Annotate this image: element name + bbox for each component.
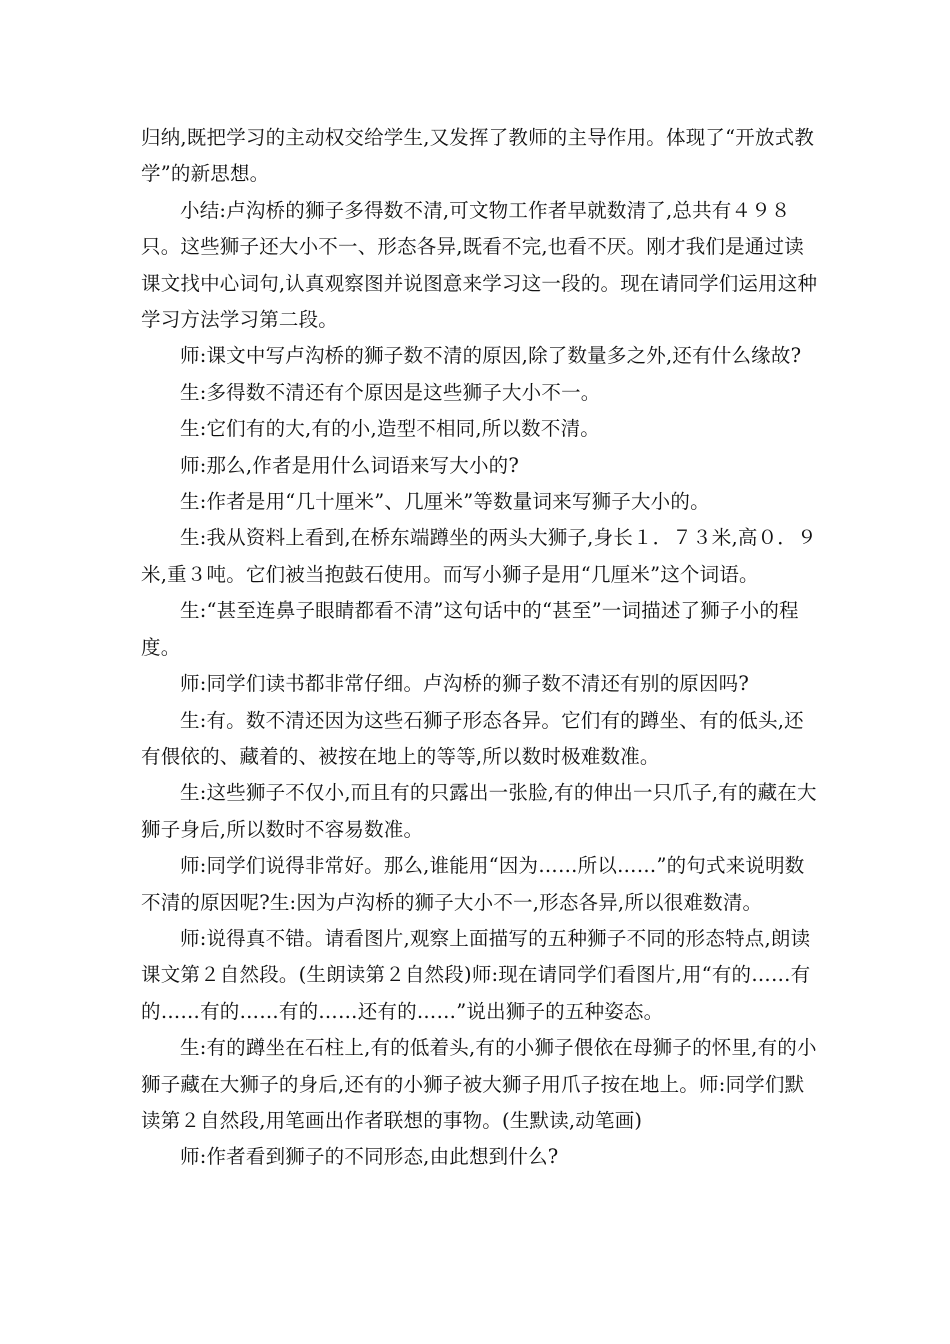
paragraph-student-answer: 生:它们有的大,有的小,造型不相同,所以数不清。 [180,417,600,441]
paragraph-student-answer: 生:这些狮子不仅小,而且有的只露出一张脸,有的伸出一只爪子,有的藏在大狮子身后,所以数时不容易数准。 [141,781,817,841]
paragraph-teacher-question: 师:同学们读书都非常仔细。卢沟桥的狮子数不清还有别的原因吗? [180,672,750,696]
paragraph-teacher-question: 师:课文中写卢沟桥的狮子数不清的原因,除了数量多之外,还有什么缘故? [180,344,802,368]
paragraph-student-answer: 生:多得数不清还有个原因是这些狮子大小不一。 [180,380,601,404]
paragraph-teacher-question: 师:那么,作者是用什么词语来写大小的? [180,453,520,477]
paragraph-student-answer: 生:我从资料上看到,在桥东端蹲坐的两头大狮子,身长１．７３米,高０．９米,重３吨。它们被当抱鼓石使用。而写小狮子是用“几厘米”这个词语。 [141,526,817,586]
document-body [141,120,821,1176]
paragraph-summary-continuation: 归纳,既把学习的主动权交给学生,又发挥了教师的主导作用。体现了“开放式教学”的新思想。 [141,126,815,186]
paragraph-student-answer: 生:“甚至连鼻子眼睛都看不清”这句话中的“甚至”一词描述了狮子小的程度。 [141,599,799,659]
paragraph-student-answer: 生:有的蹲坐在石柱上,有的低着头,有的小狮子偎依在母狮子的怀里,有的小狮子藏在大狮子的身后,还有的小狮子被大狮子用爪子按在地上。师:同学们默读第２自然段,用笔画出作者联想的事物。(生默读,动笔画) [141,1036,817,1132]
paragraph-summary: 小结:卢沟桥的狮子多得数不清,可文物工作者早就数清了,总共有４９８只。这些狮子还大小不一、形态各异,既看不完,也看不厌。刚才我们是通过读课文找中心词句,认真观察图并说图意来学习这一段的。现在请同学们运用这种学习方法学习第二段。 [141,198,818,332]
paragraph-student-answer: 生:作者是用“几十厘米”、几厘米”等数量词来写狮子大小的。 [180,490,710,514]
paragraph-teacher-question: 师:作者看到狮子的不同形态,由此想到什么? [180,1145,559,1169]
paragraph-student-answer: 生:有。数不清还因为这些石狮子形态各异。它们有的蹲坐、有的低头,还有偎依的、藏着的、被按在地上的等等,所以数时极难数准。 [141,708,804,768]
paragraph-teacher-question: 师:同学们说得非常好。那么,谁能用“因为……所以……”的句式来说明数不清的原因呢?生:因为卢沟桥的狮子大小不一,形态各异,所以很难数清。 [141,854,805,914]
paragraph-teacher-instruction: 师:说得真不错。请看图片,观察上面描写的五种狮子不同的形态特点,朗读课文第２自然段。(生朗读第２自然段)师:现在请同学们看图片,用“有的……有的……有的……有的……还有的……”说出狮子的五种姿态。 [141,926,811,1023]
